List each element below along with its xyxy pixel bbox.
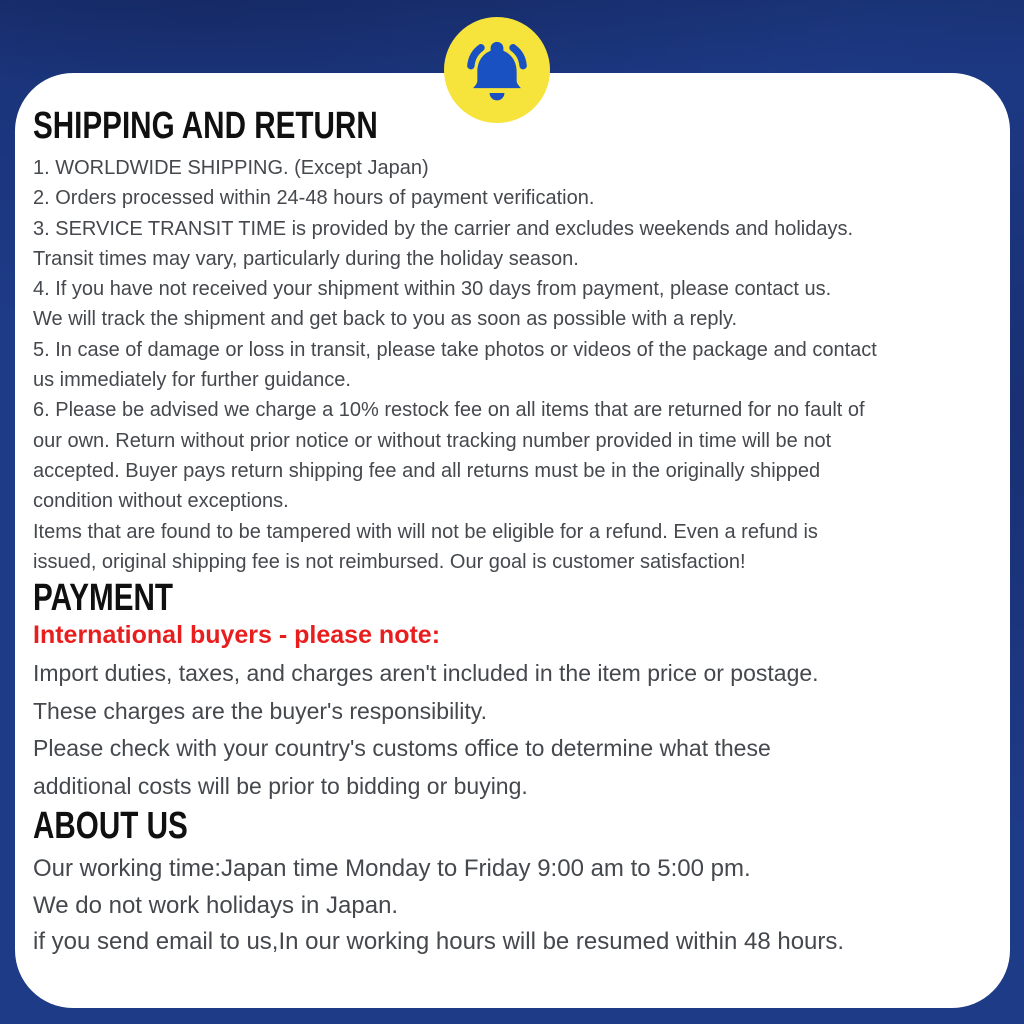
policy-line: issued, original shipping fee is not reimbursed. Our goal is customer satisfaction! bbox=[33, 550, 746, 573]
policy-line: These charges are the buyer's responsibility. bbox=[33, 697, 487, 724]
payment-section-body bbox=[33, 655, 998, 805]
policy-line: accepted. Buyer pays return shipping fee and all returns must be in the originally shipped bbox=[33, 459, 821, 482]
policy-line: Our working time:Japan time Monday to Friday 9:00 am to 5:00 pm. bbox=[33, 855, 751, 883]
policy-line: Transit times may vary, particularly during the holiday season. bbox=[33, 247, 579, 270]
shipping-section-body bbox=[33, 153, 998, 577]
policy-line: We do not work holidays in Japan. bbox=[33, 891, 399, 919]
international-buyers-note: International buyers - please note: bbox=[33, 621, 441, 650]
policy-line: our own. Return without prior notice or without tracking number provided in time will be not bbox=[33, 429, 832, 452]
policy-line: Items that are found to be tampered with will not be eligible for a refund. Even a refund is bbox=[33, 520, 818, 543]
policy-line: Please check with your country's customs office to determine what these bbox=[33, 735, 771, 762]
policy-line: 4. If you have not received your shipment within 30 days from payment, please contact us. bbox=[33, 278, 832, 301]
policy-line: 2. Orders processed within 24-48 hours of payment verification. bbox=[33, 187, 595, 210]
policy-line: 6. Please be advised we charge a 10% restock fee on all items that are returned for no fault of bbox=[33, 399, 865, 422]
policy-line: additional costs will be prior to bidding or buying. bbox=[33, 772, 528, 799]
bell-badge bbox=[444, 17, 550, 123]
policy-line: We will track the shipment and get back to you as soon as possible with a reply. bbox=[33, 308, 738, 331]
policy-line: Import duties, taxes, and charges aren't included in the item price or postage. bbox=[33, 660, 819, 687]
policy-line: 1. WORLDWIDE SHIPPING. (Except Japan) bbox=[33, 157, 429, 179]
policy-line: if you send email to us,In our working hours will be resumed within 48 hours. bbox=[33, 928, 845, 956]
shipping-section-heading: SHIPPING AND RETURN bbox=[33, 105, 378, 147]
info-card bbox=[15, 73, 1010, 1008]
bell-icon bbox=[458, 31, 536, 109]
about-section-heading: ABOUT US bbox=[33, 805, 188, 848]
policy-line: 5. In case of damage or loss in transit, please take photos or videos of the package and contact bbox=[33, 338, 877, 361]
policy-line: us immediately for further guidance. bbox=[33, 369, 351, 392]
policy-line: condition without exceptions. bbox=[33, 490, 289, 513]
about-section-body bbox=[33, 851, 998, 961]
payment-section-heading: PAYMENT bbox=[33, 577, 173, 620]
policy-line: 3. SERVICE TRANSIT TIME is provided by the carrier and excludes weekends and holidays. bbox=[33, 217, 854, 240]
